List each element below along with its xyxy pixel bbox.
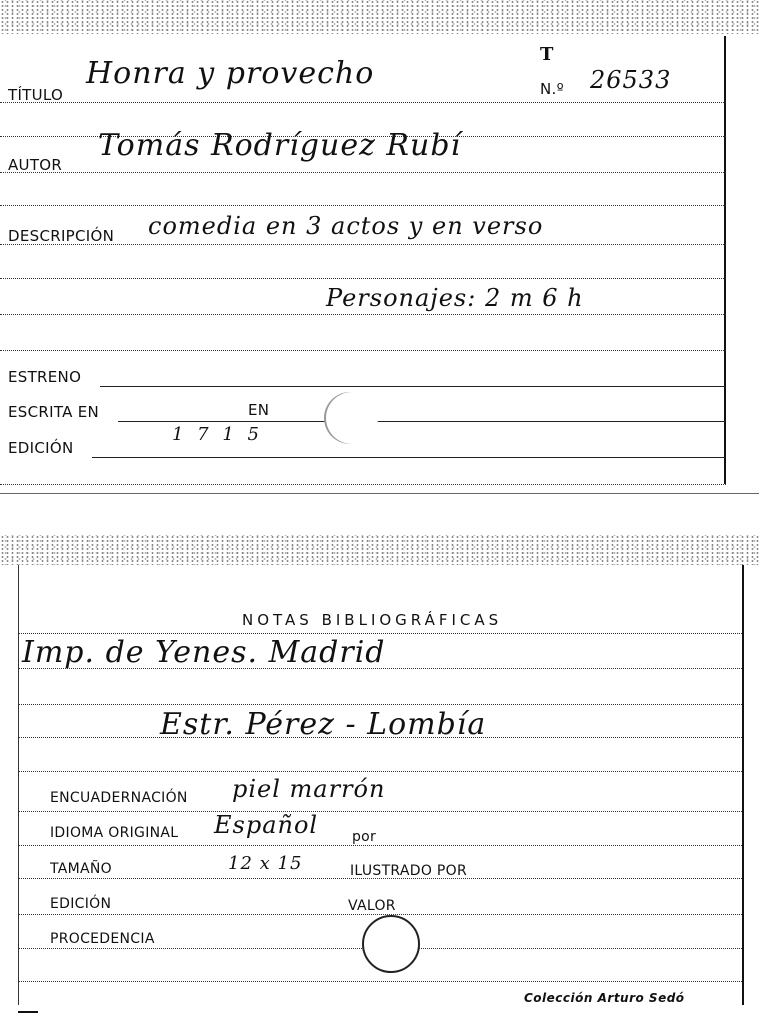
edicion-label: EDICIÓN [8,439,74,457]
estreno-line [100,386,726,387]
corner-mark [18,1011,38,1013]
rule-line [18,981,742,982]
rule-line [18,845,742,846]
titulo-label: TÍTULO [8,86,64,104]
personajes-value: Personajes: 2 m 6 h [326,284,584,312]
encuadernacion-value: piel marrón [232,775,386,803]
rule-line [18,914,742,915]
card-right-border [724,36,726,484]
catalog-card-front [0,0,759,495]
ilustrado-label: ILUSTRADO POR [350,863,467,879]
encuadernacion-label: ENCUADERNACIÓN [50,790,188,806]
escrita-line [118,421,726,422]
edicion-line [92,457,726,458]
tamano-label: TAMAÑO [50,861,112,877]
escrita-en-label: ESCRITA EN [8,403,100,421]
edicion-value: 1 7 1 5 [172,424,263,445]
rule-line [0,172,726,173]
estreno-label: ESTRENO [8,368,82,386]
procedencia-label: PROCEDENCIA [50,931,155,947]
titulo-value: Honra y provecho [86,56,375,91]
rule-line [0,278,726,279]
por-label: por [352,829,377,845]
card-left-border [18,565,19,1005]
numero-label: N.º [540,80,564,98]
torn-edge-texture [0,535,759,565]
note-line-1: Imp. de Yenes. Madrid [22,635,386,670]
rule-line [18,633,742,634]
en-label: EN [248,401,270,419]
rule-line [0,102,726,103]
numero-mark: T [540,44,555,65]
tamano-value: 12 x 15 [228,853,303,874]
card-divider [0,493,759,494]
torn-edge-texture [0,0,759,34]
rule-line [0,484,726,485]
edicion-label-back: EDICIÓN [50,896,112,912]
rule-line [0,314,726,315]
punch-hole [326,392,378,444]
descripcion-value: comedia en 3 actos y en verso [148,212,544,240]
punch-hole [362,915,420,973]
descripcion-label: DESCRIPCIÓN [8,227,115,245]
card-right-border [742,565,744,1005]
note-line-2: Estr. Pérez - Lombía [160,707,487,742]
rule-line [0,350,726,351]
numero-value: 26533 [590,66,672,94]
collection-footer: Colección Arturo Sedó [524,991,685,1005]
idioma-value: Español [214,811,319,839]
notas-header: NOTAS BIBLIOGRÁFICAS [242,611,503,629]
autor-label: AUTOR [8,156,63,174]
rule-line [18,811,742,812]
valor-label: VALOR [348,898,396,914]
rule-line [0,205,726,206]
autor-value: Tomás Rodríguez Rubí [98,128,462,163]
idioma-label: IDIOMA ORIGINAL [50,825,179,841]
rule-line [18,771,742,772]
catalog-card-back [0,535,759,1028]
rule-line [18,704,742,705]
